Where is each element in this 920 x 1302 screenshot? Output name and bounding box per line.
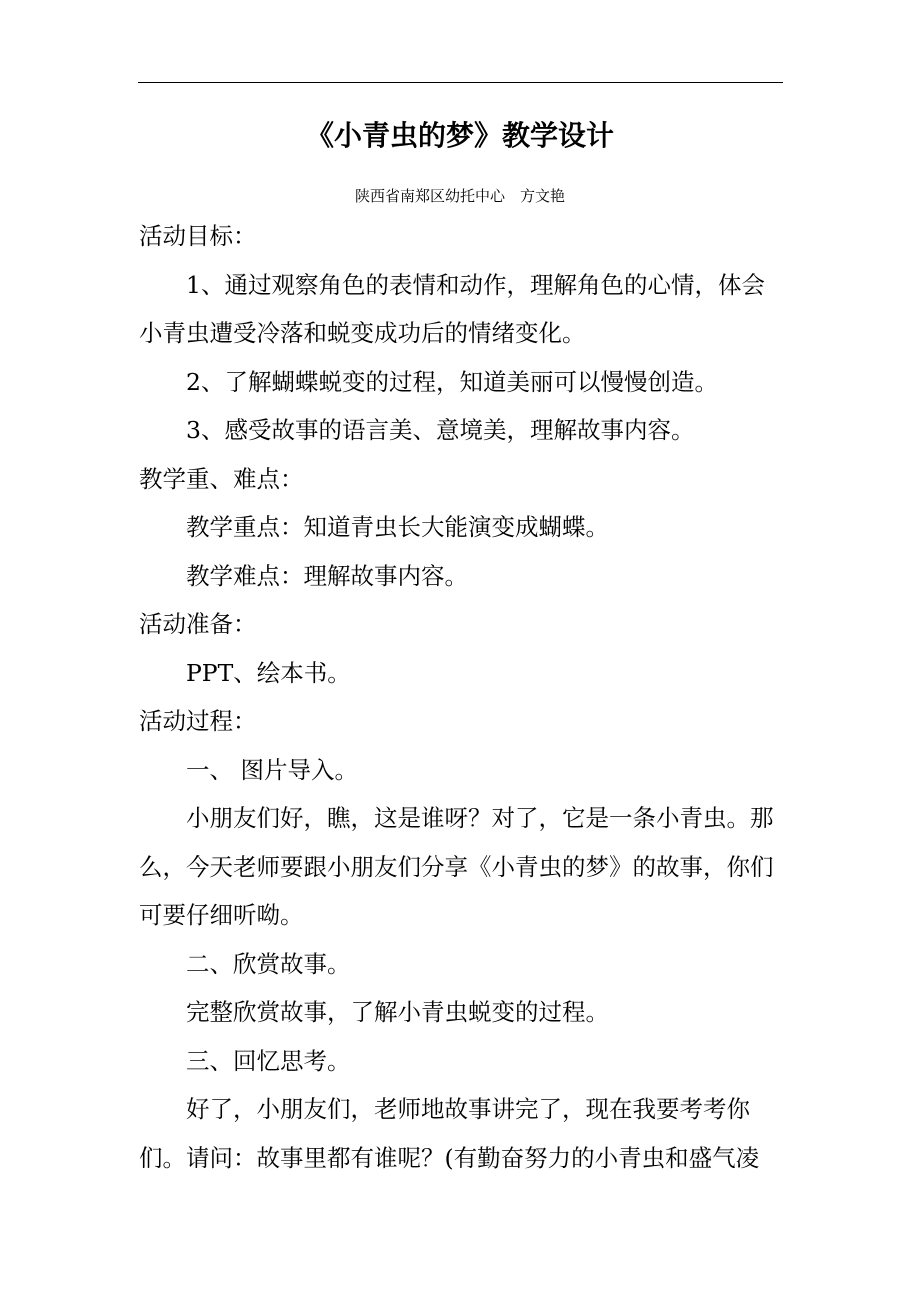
- process-heading: 活动过程：: [139, 707, 257, 735]
- step-1-text: 小朋友们好，瞧，这是谁呀？对了，它是一条小青虫。那么，今天老师要跟小朋友们分享《小青虫的梦》的故事，你们可要仔细听呦。: [139, 804, 774, 929]
- preparation-text: PPT、绘本书。: [186, 658, 351, 687]
- objective-3: 3、感受故事的语言美、意境美，理解故事内容。: [186, 416, 695, 444]
- author-byline: 陕西省南郑区幼托中心 方文艳: [354, 187, 565, 205]
- preparation-heading: 活动准备：: [139, 610, 257, 638]
- key-point: 教学重点：知道青虫长大能演变成蝴蝶。: [186, 513, 609, 541]
- difficult-point: 教学难点：理解故事内容。: [186, 561, 468, 590]
- header-rule: [138, 82, 783, 83]
- step-2-text: 完整欣赏故事，了解小青虫蜕变的过程。: [186, 998, 609, 1026]
- step-2-heading: 二、欣赏故事。: [186, 949, 351, 978]
- objectives-heading: 活动目标：: [139, 222, 257, 250]
- document-title: 《小青虫的梦》教学设计: [305, 119, 614, 152]
- key-points-heading: 教学重、难点：: [139, 464, 304, 493]
- document-body: [139, 212, 784, 1182]
- objective-2: 2、了解蝴蝶蜕变的过程，知道美丽可以慢慢创造。: [186, 367, 718, 396]
- objective-1: 1、通过观察角色的表情和动作，理解角色的心情，体会小青虫遭受冷落和蜕变成功后的情绪变化。: [139, 270, 765, 347]
- step-3-heading: 三、回忆思考。: [186, 1046, 351, 1075]
- step-1-heading: 一、 图片导入。: [186, 755, 358, 784]
- step-3-text: 好了，小朋友们，老师地故事讲完了，现在我要考考你们。请问：故事里都有谁呢？(有勤奋努力的小青虫和盛气凌: [139, 1095, 760, 1172]
